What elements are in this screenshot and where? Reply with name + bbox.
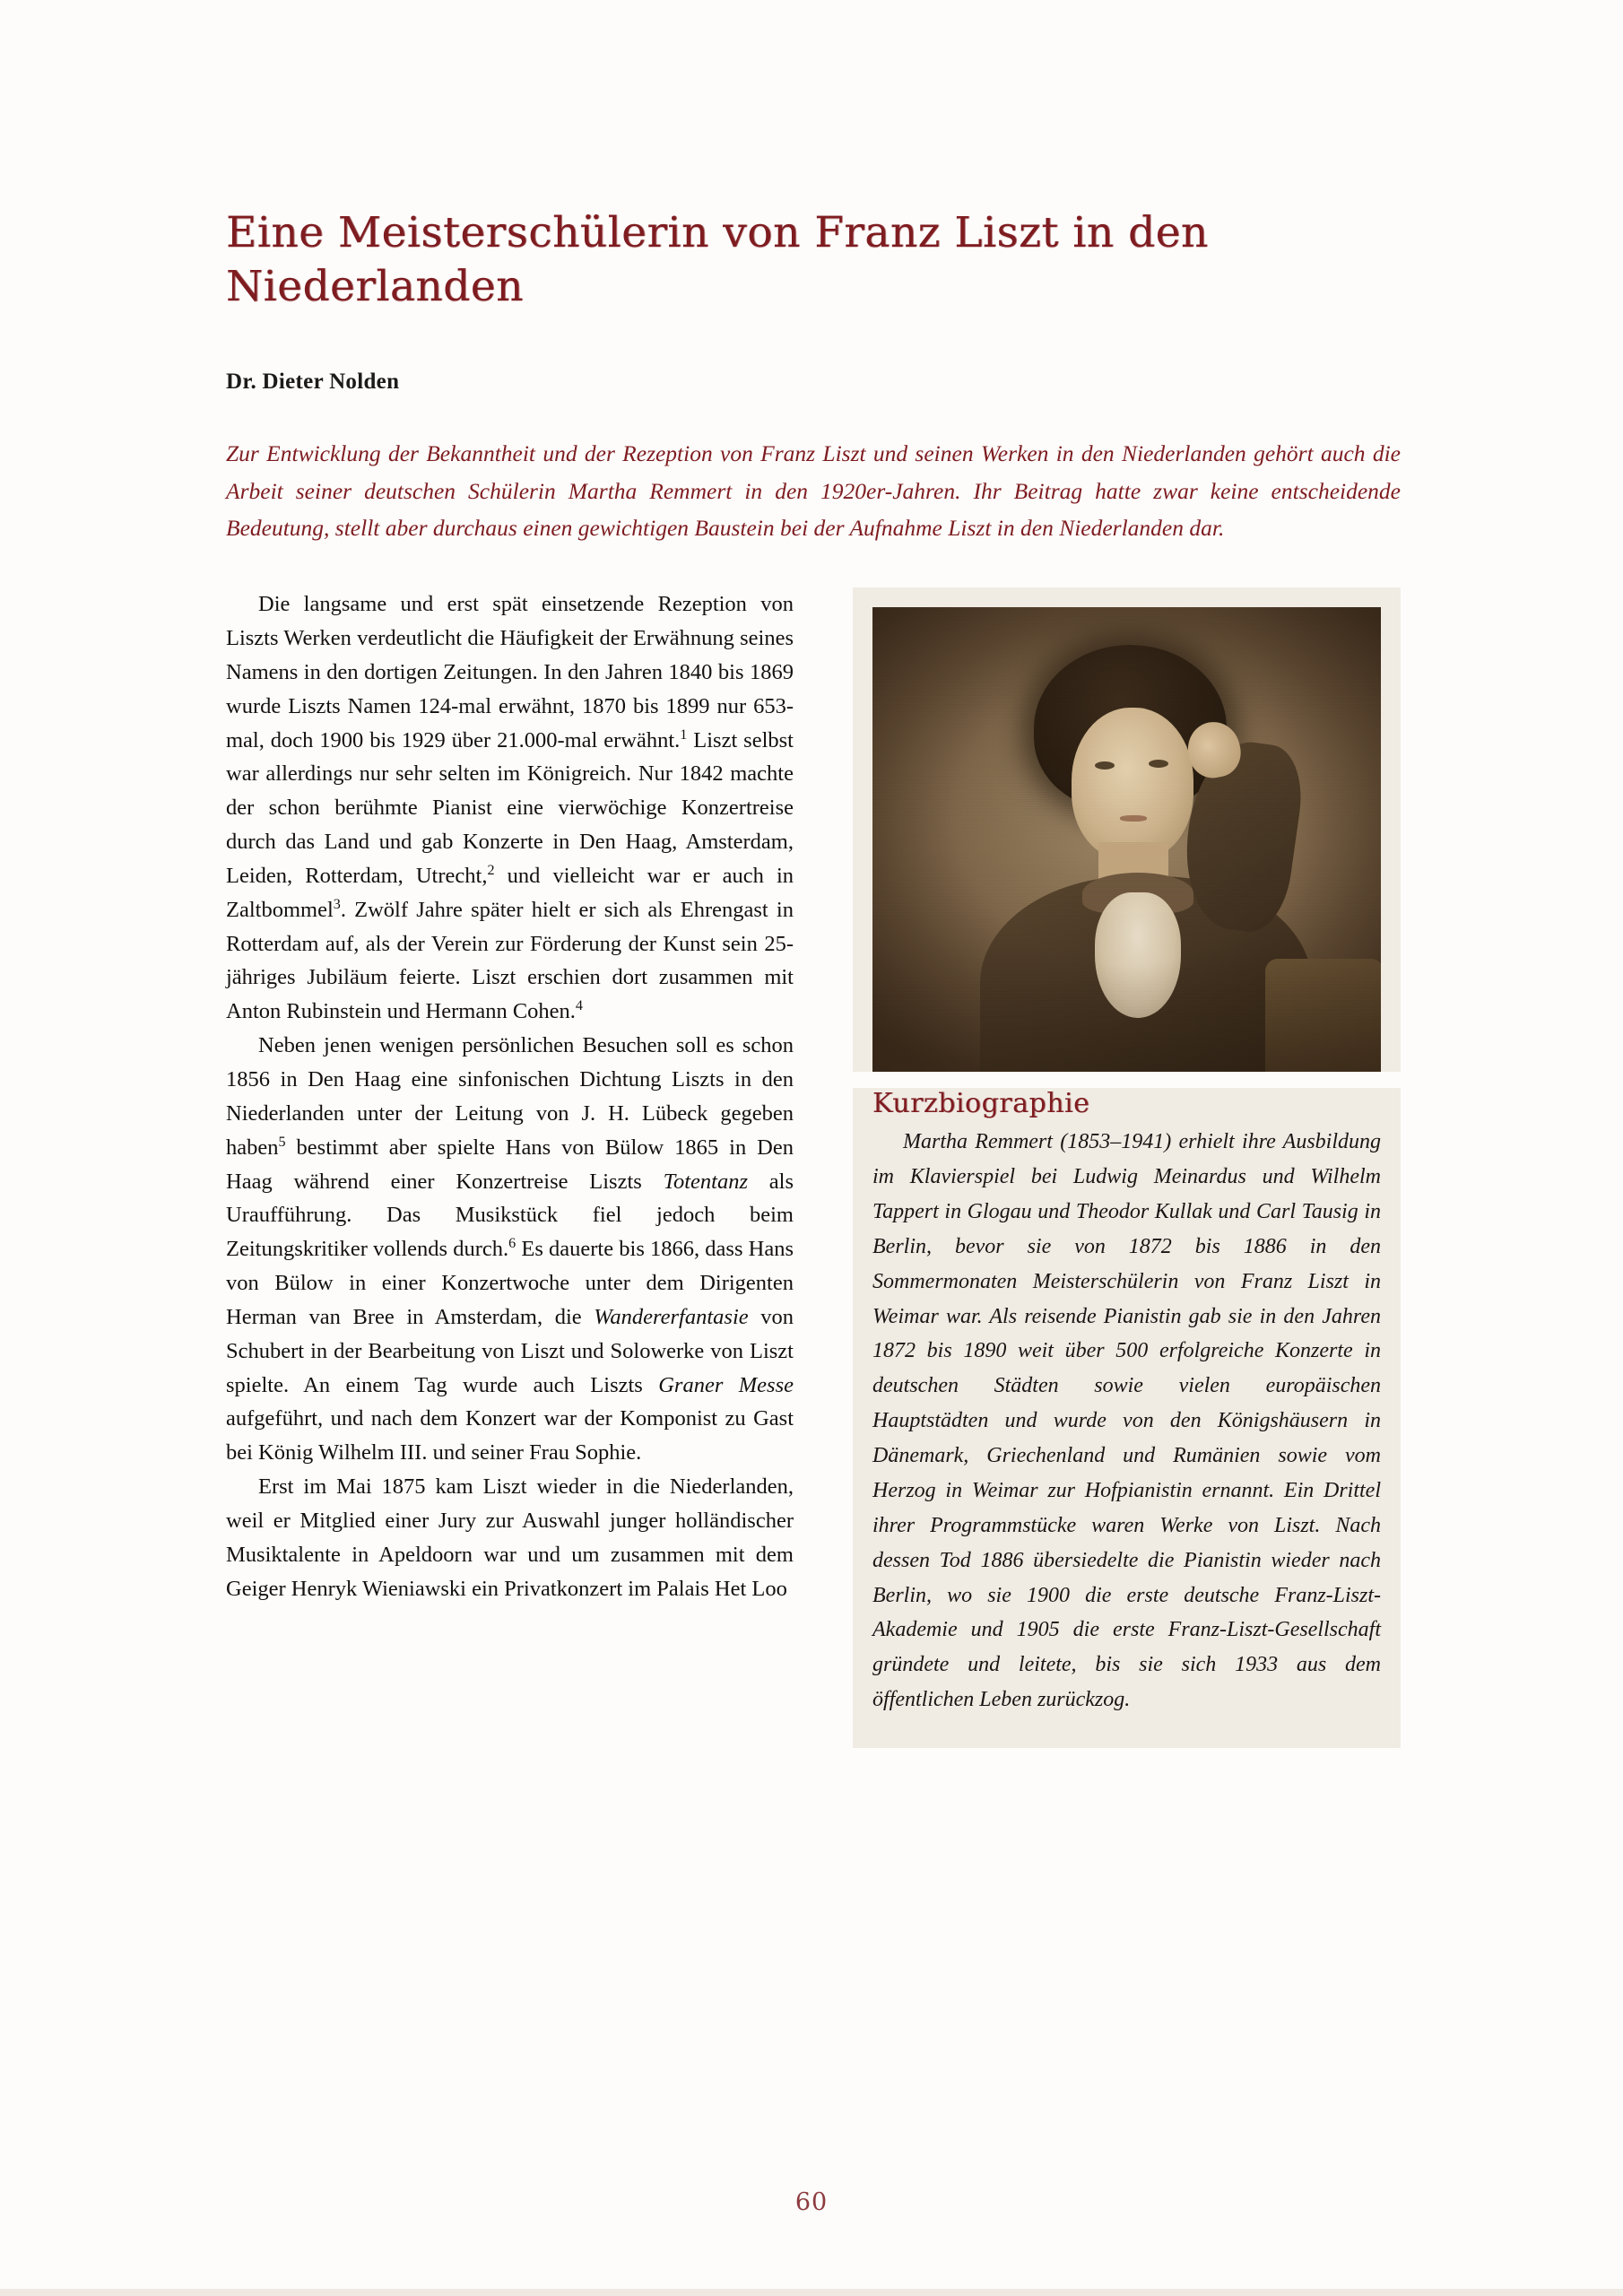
footnote-ref-4: 4 <box>575 998 583 1014</box>
bottom-rule <box>0 2289 1623 2296</box>
footnote-ref-5: 5 <box>278 1134 286 1150</box>
author-name: Dr. Dieter Nolden <box>226 370 400 395</box>
portrait-image <box>872 607 1381 1072</box>
biography-title: Kurzbiographie <box>872 1088 1090 1120</box>
page-content <box>226 206 1401 1748</box>
paragraph-2-text-b: bestimmt aber spielte Hans von Bülow 1865 in Den Haag während einer Konzertreise Liszts <box>226 1135 794 1194</box>
sidebar-column <box>853 587 1401 1748</box>
paragraph-2-text-c: als Uraufführung. Das Musikstück fiel jedoch beim Zeitungskritiker vollends durch. <box>226 1169 794 1262</box>
paragraph-1-text-d: . Zwölf Jahre später hielt er sich als Ehrengast in Rotterdam auf, als der Verein zur Förderung der Kunst sein 25-jähriges Jubiläum feierte. Liszt erschien dort zusammen mit Anton Rubinstein und Hermann Cohen. <box>226 897 794 1024</box>
work-title-graner-messe: Graner Messe <box>658 1372 794 1397</box>
portrait-figure <box>853 587 1401 1072</box>
footnote-ref-3: 3 <box>333 896 341 912</box>
paragraph-1-text-a: Die langsame und erst spät einsetzende Rezeption von Liszts Werken verdeutlicht die Häufigkeit der Erwähnung seines Namens in den dortigen Zeitungen. In den Jahren 1840 bis 1869 wurde Liszts Namen 124-mal erwähnt, 1870 bis 1899 nur 653-mal, doch 1900 bis 1929 über 21.000-mal erwähnt. <box>226 592 794 752</box>
biography-box <box>853 1088 1401 1748</box>
page-number: 60 <box>794 2188 829 2216</box>
paragraph-2-text-f: aufgeführt, und nach dem Konzert war der Komponist zu Gast bei König Wilhelm III. und seiner Frau Sophie. <box>226 1406 794 1465</box>
paragraph-2-text-d: Es dauerte bis 1866, dass Hans von Bülow in einer Konzertwoche unter dem Dirigenten Herman van Bree in Amsterdam, die <box>226 1237 794 1329</box>
text-column <box>226 587 794 1748</box>
body-columns <box>226 587 1401 1748</box>
biography-text: Martha Remmert (1853–1941) erhielt ihre Ausbildung im Klavierspiel bei Ludwig Meinardus und Wilhelm Tappert in Glogau und Theodor Kullak und Carl Tausig in Berlin, bevor sie von 1872 bis 1886 in den Sommermonaten Meisterschülerin von Franz Liszt in Weimar war. Als reisende Pianistin gab sie in den Jahren 1872 bis 1890 weit über 500 erfolgreiche Konzerte in deutschen Städten sowie vielen europäischen Hauptstädten und wurde von den Königshäusern in Dänemark, Griechenland und Rumänien sowie vom Herzog in Weimar zur Hofpianistin ernannt. Ein Drittel ihrer Programmstücke waren Werke von Liszt. Nach dessen Tod 1886 übersiedelte die Pianistin wieder nach Berlin, wo sie 1900 die erste deutsche Franz-Liszt-Akademie und 1905 die erste Franz-Liszt-Gesellschaft gründete und leitete, bis sie sich 1933 aus dem öffentlichen Leben zurückzog. <box>872 1130 1381 1712</box>
abstract-text: Zur Entwicklung der Bekanntheit und der Rezeption von Franz Liszt und seinen Werken in den Niederlanden gehört auch die Arbeit seiner deutschen Schülerin Martha Remmert in den 1920er-Jahren. Ihr Beitrag hatte zwar keine entscheidende Bedeutung, stellt aber durchaus einen gewichtigen Baustein bei der Aufnahme Liszt in den Niederlanden dar. <box>226 440 1401 541</box>
work-title-totentanz: Totentanz <box>663 1169 748 1194</box>
paragraph-2 <box>226 1029 794 1470</box>
paragraph-1-text-c: und vielleicht war er auch in Zaltbommel <box>226 863 794 922</box>
portrait-grain-overlay <box>872 607 1381 1072</box>
page-title: Eine Meisterschülerin von Franz Liszt in den Niederlanden <box>226 208 1209 312</box>
paragraph-1 <box>226 587 794 1029</box>
footnote-ref-6: 6 <box>508 1236 516 1252</box>
footnote-ref-2: 2 <box>487 862 495 878</box>
paragraph-1-text-b: Liszt selbst war allerdings nur sehr selten im Königreich. Nur 1842 machte der schon berühmte Pianist eine vierwöchige Konzertreise durch das Land und gab Konzerte in Den Haag, Amsterdam, Leiden, Rotterdam, Utrecht, <box>226 727 794 888</box>
paragraph-2-text-a: Neben jenen wenigen persönlichen Besuchen soll es schon 1856 in Den Haag eine sinfonischen Dichtung Liszts in den Niederlanden unter der Leitung von J. H. Lübeck gegeben haben <box>226 1033 794 1160</box>
work-title-wandererfantasie: Wandererfantasie <box>594 1304 749 1329</box>
paragraph-3: Erst im Mai 1875 kam Liszt wieder in die Niederlanden, weil er Mitglied einer Jury zur Auswahl junger holländischer Musiktalente in Apeldoorn war und um zusammen mit dem Geiger Henryk Wieniawski ein Privatkonzert im Palais Het Loo <box>226 1474 794 1601</box>
footnote-ref-1: 1 <box>680 726 688 743</box>
paragraph-2-text-e: von Schubert in der Bearbeitung von Liszt und Solowerke von Liszt spielte. An einem Tag wurde auch Liszts <box>226 1304 794 1397</box>
